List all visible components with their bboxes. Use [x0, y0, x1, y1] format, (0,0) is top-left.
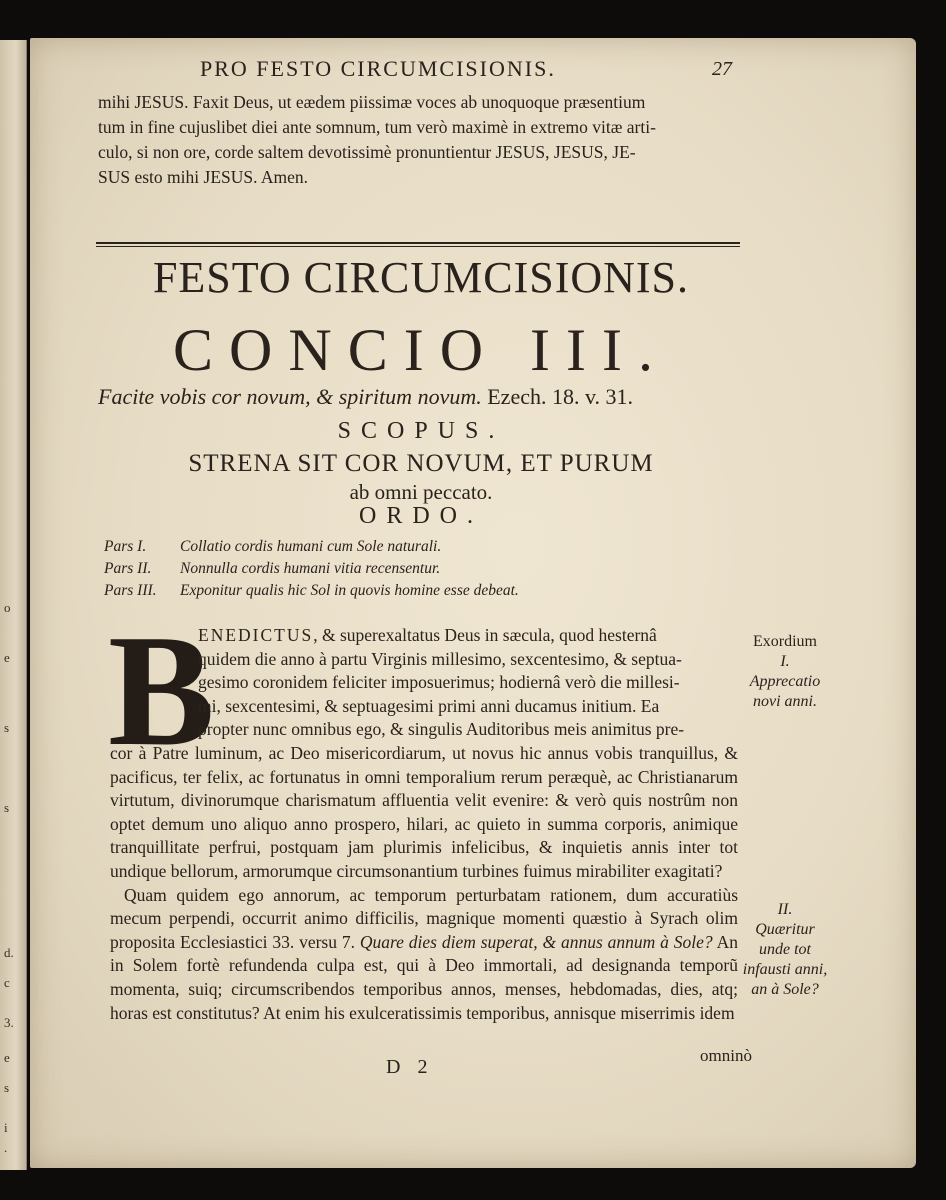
left-fragment: s — [4, 800, 10, 815]
margin-note — [740, 900, 830, 1000]
section-rule — [96, 246, 740, 247]
margin-note — [740, 632, 830, 712]
part-text: Nonnulla cordis humani vitia recensentur. — [180, 560, 441, 577]
left-fragment: i — [4, 1120, 8, 1135]
text-line: gesimo coronidem feliciter imposuerimus; hodiernâ verò die millesi- — [198, 672, 680, 693]
text-line: mi, sexcentesimi, & septuagesimi primi anni ducamus initium. Ea — [198, 695, 660, 716]
left-fragment: d. — [4, 945, 14, 960]
left-fragment: e — [4, 650, 10, 665]
part-text: Exponitur qualis hic Sol in quovis homine esse debeat. — [180, 582, 519, 599]
text-line: culo, si non ore, corde saltem devotissimè pronuntientur JESUS, JESUS, JE- — [98, 142, 636, 162]
part-number: Pars I. — [104, 538, 147, 555]
left-fragment: 3. — [4, 1015, 14, 1030]
sermon-body — [110, 624, 738, 1025]
drop-cap: B — [108, 601, 215, 779]
left-fragment: o — [4, 600, 11, 615]
left-fragment: c — [4, 975, 10, 990]
text-line: tum in fine cujuslibet diei ante somnum, tum verò maximè in extremo vitæ arti- — [98, 117, 656, 137]
preceding-text — [98, 90, 748, 190]
text-line: mihi JESUS. Faxit Deus, ut eædem piissimæ voces ab unoquoque præsentium — [98, 92, 646, 112]
part-number: Pars II. — [104, 560, 152, 577]
scopus-heading: SCOPUS. — [337, 418, 505, 444]
margin-note-title: Exordium — [753, 633, 817, 650]
left-fragment: s — [4, 720, 10, 735]
left-fragment: s — [4, 1080, 10, 1095]
sermon-title: CONCIO III. — [173, 317, 669, 383]
paragraph: cor à Patre luminum, ac Deo misericordiarum, ut novus hic annus vobis tranquillus, & pacificus, ter felix, ac fortunatus in omni temporalium rerum peræquè, ac Christianarum virtutum, divinorumque charismatum affluentia velit evenire: & verò quis nostrûm non optet demum uno aliquo anno prospero, hilari, ac quieto in summa corporis, animique tranquillitate perfrui, postquam jam plurimis infelicibus, & inquietis annis inter tot undique bellorum, armorumque circumsonantium turbines fuimus mirabiliter exagitati? — [110, 742, 738, 881]
quote: Quare dies diem superat, & annus annum à Sole? — [359, 931, 713, 952]
text-fragment: , & superexaltatus Deus in sæcula, quod hesternâ — [313, 625, 657, 645]
list-item — [104, 558, 664, 580]
section-rule — [96, 242, 740, 244]
scopus-subtext: ab omni peccato. — [349, 480, 493, 504]
feast-title: FESTO CIRCUMCISIONIS. — [152, 253, 690, 302]
text-fragment: Quam quidem ego annorum, ac temporum perturbatam rationem, dum accuratiùs mecum perpendi, occurrit animo difficilis, magnique momenti quæstio à Syrach olim proposita Ecclesiastici 33. versu 7. — [110, 884, 738, 952]
scripture-verse — [98, 384, 778, 410]
dropcap-indented-block — [110, 624, 738, 742]
facing-page-edge — [0, 40, 27, 1170]
text-line — [198, 624, 738, 648]
paragraph — [110, 884, 738, 1026]
page-number: 27 — [712, 58, 732, 80]
margin-note-text: Quæritur unde tot infausti anni, an à Sole? — [742, 921, 828, 998]
running-head: PRO FESTO CIRCUMCISIONIS. — [200, 56, 556, 81]
margin-note-text: Apprecatio novi anni. — [749, 673, 821, 710]
scopus-text: STRENA SIT COR NOVUM, ET PURUM — [188, 450, 654, 477]
margin-note-number: II. — [777, 901, 793, 918]
list-item — [104, 580, 664, 602]
signature-mark: D 2 — [386, 1056, 434, 1078]
left-fragment: e — [4, 1050, 10, 1065]
text-line: propter nunc omnibus ego, & singulis Auditoribus meis animitus pre- — [198, 719, 685, 740]
margin-note-number: I. — [780, 653, 790, 670]
text-line: SUS esto mihi JESUS. Amen. — [98, 167, 309, 187]
part-number: Pars III. — [104, 582, 157, 599]
list-item — [104, 536, 664, 558]
left-fragment: . — [4, 1140, 8, 1155]
part-text: Collatio cordis humani cum Sole naturali. — [180, 538, 442, 555]
text-line: quidem die anno à partu Virginis millesimo, sexcentesimo, & septua- — [198, 648, 682, 669]
text-fragment: An in Solem fortè refundenda culpa est, qui à Deo immortali, ad designanda temporũ momenta, suiq; circumscribendos temporibus annos, menses, hebdomadas, dies, atq; horas est constitutus? At enim his exulceratissimis temporibus, annisque miserrimis idem — [110, 931, 738, 1023]
ordo-heading: ORDO. — [358, 503, 483, 529]
parts-list — [104, 536, 664, 602]
lead-word: ENEDICTUS — [198, 625, 314, 645]
catchword: omninò — [700, 1046, 752, 1065]
verse-reference: Ezech. 18. v. 31. — [487, 384, 634, 409]
verse-text: Facite vobis cor novum, & spiritum novum. — [98, 384, 482, 409]
